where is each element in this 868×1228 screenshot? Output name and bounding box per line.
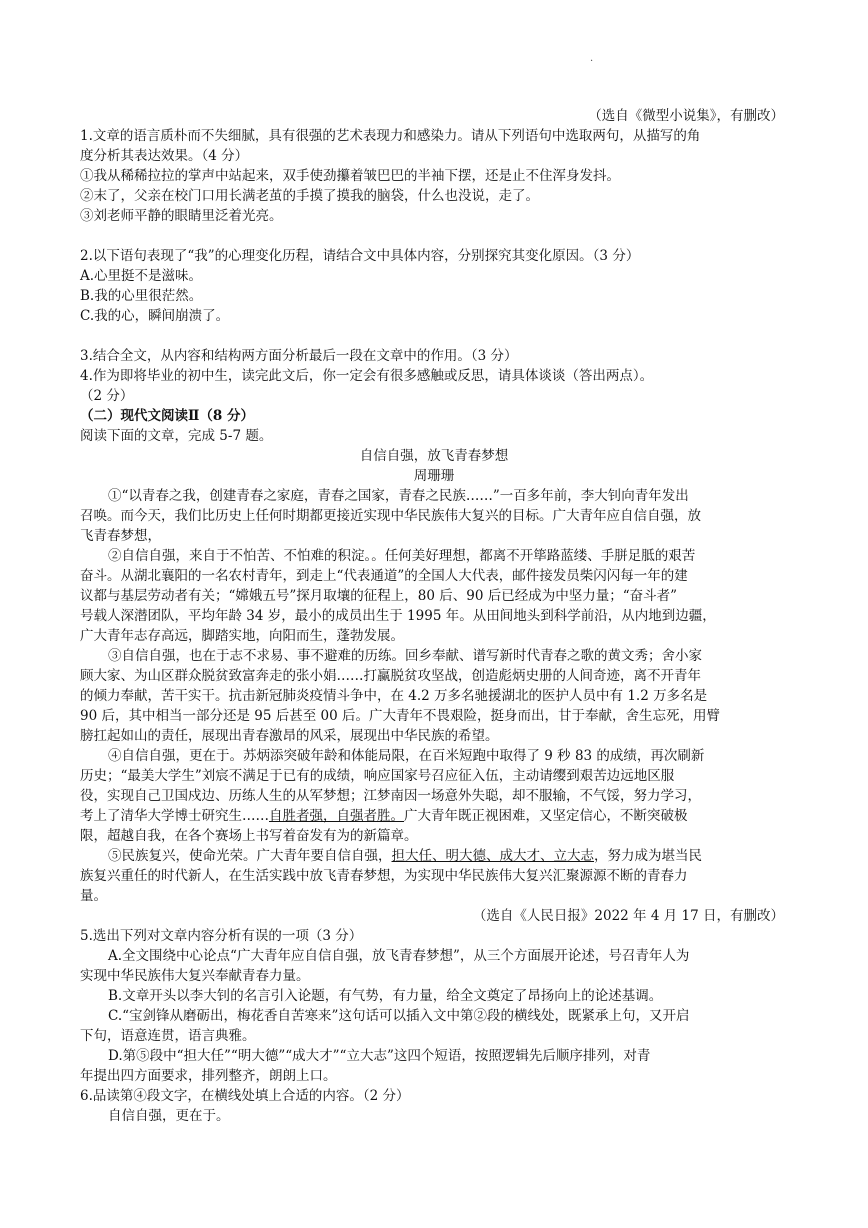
q6-stem: 6.品读第④段文字，在横线处填上合适的内容。（2 分） [80, 1088, 410, 1104]
paragraph-5-line: 量。 [80, 888, 107, 904]
q2-stem: 2.以下语句表现了“我”的心理变化历程，请结合文中具体内容，分别探究其变化原因。（3 分） [80, 248, 640, 264]
q1-sentence-3: ③刘老师平静的眼睛里泛着光亮。 [80, 208, 283, 224]
paragraph-5-line [108, 846, 818, 866]
q2-option-a: A.心里挺不是滋味。 [80, 268, 203, 284]
q2-option-c: C.我的心，瞬间崩溃了。 [80, 308, 230, 324]
source-note-top: （选自《微型小说集》，有删改） [588, 108, 784, 124]
q1-sentence-1: ①我从稀稀拉拉的掌声中站起来，双手使劲攥着皱巴巴的半袖下摆，还是止不住浑身发抖。 [80, 168, 620, 184]
q5-option-b: B.文章开头以李大钊的名言引入论题，有气势，有力量，给全文奠定了昂扬向上的论述基调。 [108, 988, 663, 1004]
page-dot-mark: · [590, 56, 594, 67]
paragraph-3-line: 90 后，其中相当一部分还是 95 后甚至 00 后。广大青年不畏艰险，挺身而出，甘于奉献，舍生忘死，用臂 [80, 708, 720, 724]
q5-stem: 5.选出下列对文章内容分析有误的一项（3 分） [80, 928, 363, 944]
q1-sentence-2: ②末了，父亲在校门口用长满老茧的手摸了摸我的脑袋，什么也没说，走了。 [80, 188, 539, 204]
paragraph-1-line: 飞青春梦想， [80, 528, 161, 544]
article-title: 自信自强，放飞青春梦想 [359, 448, 509, 464]
q3-stem: 3.结合全文，从内容和结构两方面分析最后一段在文章中的作用。（3 分） [80, 348, 518, 364]
paragraph-4-line [80, 806, 790, 826]
q2-option-b: B.我的心里很茫然。 [80, 288, 203, 304]
paragraph-2-line: 号载人深潜团队，平均年龄 34 岁，最小的成员出生于 1995 年。从田间地头到科学前沿，从内地到边疆， [80, 608, 716, 624]
underlined-phrase: 担大任、明大德、成大才、立大志 [391, 848, 594, 864]
paragraph-2-line: 议都与基层劳动者有关；“嫦娥五号”探月取壤的征程上，80 后、90 后已经成为中坚力量；“奋斗者” [80, 588, 678, 604]
paragraph-5-text: ，努力成为堪当民 [594, 848, 702, 864]
paragraph-2-line: 奋斗。从湖北襄阳的一名农村青年，到走上“代表通道”的全国人大代表，邮件接发员柴闪闪每一年的建 [80, 568, 688, 584]
q4-stem-line1: 4.作为即将毕业的初中生，读完此文后，你一定会有很多感触或反思，请具体谈谈（答出两点）。 [80, 368, 654, 384]
q5-option-c: C.“宝剑锋从磨砺出，梅花香自苦寒来”这句话可以插入文中第②段的横线处，既紧承上句，又开启 [108, 1008, 690, 1024]
paragraph-4-line: 限，超越自我，在各个赛场上书写着奋发有为的新篇章。 [80, 828, 418, 844]
q1-stem-line2: 度分析其表达效果。（4 分） [80, 148, 249, 164]
paragraph-4-line: 役，实现自己卫国戍边、历练人生的从军梦想；江梦南因一场意外失聪，却不服输，不气馁，努力学习， [80, 788, 701, 804]
q5-option-d: D.第⑤段中“担大任”“明大德”“成大才”“立大志”这四个短语，按照逻辑先后顺序排列，对青 [108, 1048, 651, 1064]
source-note-bottom: （选自《人民日报》2022 年 4 月 17 日，有删改） [472, 908, 784, 924]
paragraph-2-line: 广大青年志存高远，脚踏实地，向阳而生，蓬勃发展。 [80, 628, 404, 644]
paragraph-4-line: 历史；“最美大学生”刘宸不满足于已有的成绩，响应国家号召应征入伍，主动请缨到艰苦边远地区服 [80, 768, 675, 784]
paragraph-3-line: ③自信自强，也在于志不求易、事不避难的历练。回乡奉献、谱写新时代青春之歌的黄文秀；舍小家 [108, 648, 702, 664]
paragraph-2-text: 。任何美好理想，都离不开筚路蓝缕、手胼足胝的艰苦 [371, 548, 696, 564]
paragraph-3-line: 膀扛起如山的责任，展现出青春激昂的风采，展现出中华民族的希望。 [80, 728, 499, 744]
paragraph-5-text: ⑤民族复兴，使命光荣。广大青年要自信自强， [108, 848, 392, 864]
q4-stem-line2: （2 分） [80, 388, 134, 404]
q5-option-c-cont: 下句，语意连贯，语言典雅。 [80, 1028, 256, 1044]
paragraph-2-line [108, 546, 818, 566]
paragraph-1-line: ①“以青春之我，创建青春之家庭，青春之国家，青春之民族……”一百多年前，李大钊向青年发出 [108, 488, 689, 504]
section2-heading: （二）现代文阅读Ⅱ（8 分） [80, 408, 254, 424]
q1-stem-line1: 1.文章的语言质朴而不失细腻，具有很强的艺术表现力和感染力。请从下列语句中选取两句，从描写的角 [80, 128, 701, 144]
paragraph-3-line: 的倾力奉献，苦干实干。抗击新冠肺炎疫情斗争中，在 4.2 万多名驰援湖北的医护人员中有 1.2 万多名是 [80, 688, 708, 704]
section2-instruction: 阅读下面的文章，完成 5-7 题。 [80, 428, 273, 444]
q6-answer-prompt: 自信自强，更在于。 [108, 1108, 230, 1124]
q5-option-a: A.全文围绕中心论点“广大青年应自信自强，放飞青春梦想”，从三个方面展开论述，号召青年人为 [108, 948, 690, 964]
q5-option-d-cont: 年提出四方面要求，排列整齐，朗朗上口。 [80, 1068, 337, 1084]
paragraph-4-text: 考上了清华大学博士研究生…… [80, 808, 269, 824]
paragraph-2-text: ②自信自强，来自于不怕苦、不怕难的积淀。 [108, 548, 372, 564]
underlined-phrase: 自胜者强，自强者胜。 [269, 808, 404, 824]
q5-option-a-cont: 实现中华民族伟大复兴奉献青春力量。 [80, 968, 310, 984]
paragraph-1-line: 召唤。而今天，我们比历史上任何时期都更接近实现中华民族伟大复兴的目标。广大青年应自信自强，放 [80, 508, 701, 524]
paragraph-5-line: 族复兴重任的时代新人，在生活实践中放飞青春梦想，为实现中华民族伟大复兴汇聚源源不断的青春力 [80, 868, 688, 884]
paragraph-3-line: 顾大家、为山区群众脱贫致富奔走的张小娟……打赢脱贫攻坚战，创造彪炳史册的人间奇迹，离不开青年 [80, 668, 701, 684]
paragraph-4-text: 广大青年既正视困难，又坚定信心，不断突破极 [404, 808, 688, 824]
paragraph-4-line: ④自信自强，更在于。苏炳添突破年龄和体能局限，在百米短跑中取得了 9 秒 83 的成绩，再次刷新 [108, 748, 705, 764]
article-author: 周珊珊 [413, 468, 455, 484]
